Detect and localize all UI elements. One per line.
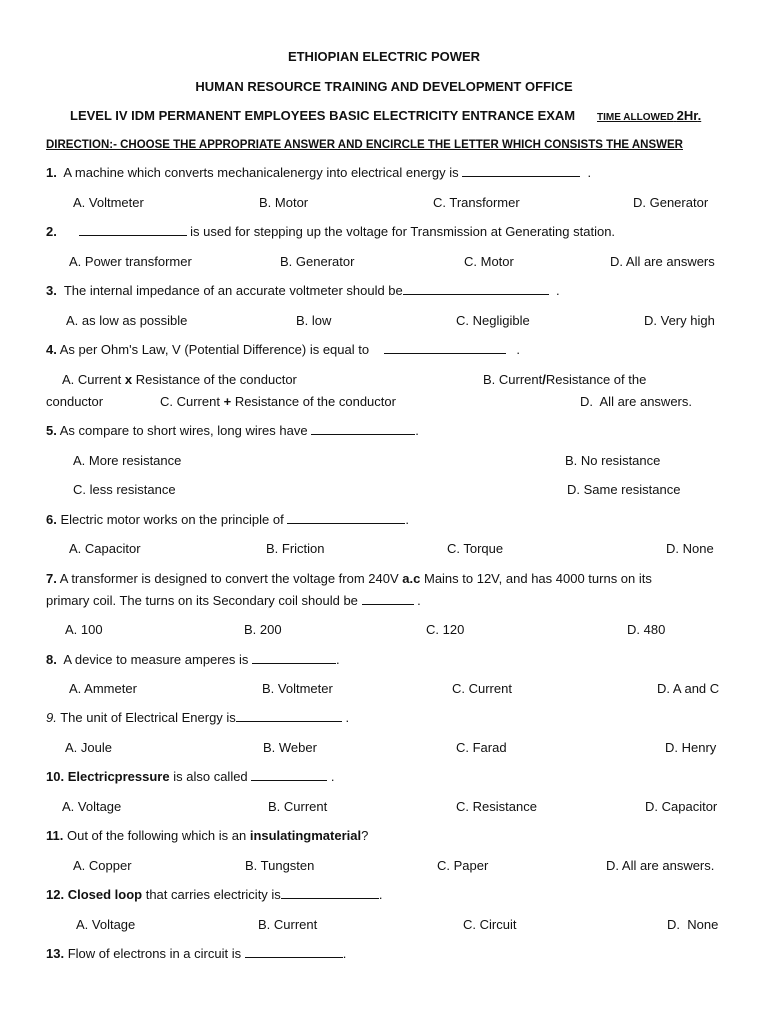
question-10: 10. Electricpressure is also called .	[46, 769, 335, 784]
exam-title: LEVEL IV IDM PERMANENT EMPLOYEES BASIC ELECTRICITY ENTRANCE EXAM	[70, 108, 576, 123]
q3-option-a[interactable]: A. as low as possible	[66, 313, 188, 328]
q3-option-b[interactable]: B. low	[296, 313, 332, 328]
q8-option-c[interactable]: C. Current	[452, 681, 512, 696]
q1-option-a[interactable]: A. Voltmeter	[73, 195, 144, 210]
q2-option-d[interactable]: D. All are answers	[610, 254, 715, 269]
q5-option-b[interactable]: B. No resistance	[565, 453, 661, 468]
question-9: 9. The unit of Electrical Energy is .	[46, 710, 350, 725]
q5-option-d[interactable]: D. Same resistance	[567, 482, 681, 497]
direction: DIRECTION:- CHOOSE THE APPROPRIATE ANSWER AND ENCIRCLE THE LETTER WHICH CONSISTS THE ANSWER	[46, 139, 683, 151]
q11-option-b[interactable]: B. Tungsten	[245, 858, 315, 873]
question-11: 11. Out of the following which is an insulatingmaterial?	[46, 828, 369, 843]
q6-option-d[interactable]: D. None	[666, 541, 714, 556]
q7-option-d[interactable]: D. 480	[627, 622, 666, 637]
org-title: ETHIOPIAN ELECTRIC POWER	[287, 49, 481, 64]
q3-option-d[interactable]: D. Very high	[644, 313, 715, 328]
q11-option-a[interactable]: A. Copper	[73, 858, 132, 873]
time-value: 2Hr	[676, 108, 698, 123]
q1-option-d[interactable]: D. Generator	[633, 195, 709, 210]
q4-option-b[interactable]: B. Current/Resistance of the	[483, 372, 647, 387]
question-7: 7. A transformer is designed to convert the voltage from 240V a.c Mains to 12V, and has 4000 turns on its	[46, 571, 652, 586]
q6-option-b[interactable]: B. Friction	[266, 541, 325, 556]
q11-option-d[interactable]: D. All are answers.	[606, 858, 715, 873]
q1-option-c[interactable]: C. Transformer	[433, 195, 520, 210]
q10-option-c[interactable]: C. Resistance	[456, 799, 537, 814]
q10-option-a[interactable]: A. Voltage	[62, 799, 122, 814]
question-5: 5. As compare to short wires, long wires have .	[46, 423, 419, 438]
q7-option-b[interactable]: B. 200	[244, 622, 282, 637]
question-13: 13. Flow of electrons in a circuit is .	[46, 946, 347, 961]
q9-option-d[interactable]: D. Henry	[665, 740, 717, 755]
q8-option-a[interactable]: A. Ammeter	[69, 681, 137, 696]
q11-option-c[interactable]: C. Paper	[437, 858, 489, 873]
q9-option-c[interactable]: C. Farad	[456, 740, 507, 755]
time-allowed: TIME ALLOWED 2Hr.	[597, 108, 702, 123]
q4-option-c[interactable]: C. Current + Resistance of the conductor	[160, 394, 396, 409]
q6-option-c[interactable]: C. Torque	[447, 541, 504, 556]
q8-option-b[interactable]: B. Voltmeter	[262, 681, 333, 696]
question-2: 2. is used for stepping up the voltage for Transmission at Generating station.	[46, 224, 616, 239]
q12-option-d[interactable]: D. None	[667, 917, 719, 932]
q4-option-d[interactable]: D. All are answers.	[580, 394, 692, 409]
q2-option-b[interactable]: B. Generator	[280, 254, 355, 269]
q10-option-b[interactable]: B. Current	[268, 799, 328, 814]
office-title: HUMAN RESOURCE TRAINING AND DEVELOPMENT OFFICE	[195, 79, 573, 94]
q7-option-a[interactable]: A. 100	[65, 622, 103, 637]
q5-option-a[interactable]: A. More resistance	[73, 453, 182, 468]
q2-option-a[interactable]: A. Power transformer	[69, 254, 192, 269]
time-label: TIME ALLOWED	[597, 112, 674, 123]
q4-option-a[interactable]: A. Current x Resistance of the conductor	[62, 372, 297, 387]
q2-option-c[interactable]: C. Motor	[464, 254, 514, 269]
q6-option-a[interactable]: A. Capacitor	[69, 541, 141, 556]
q12-option-c[interactable]: C. Circuit	[463, 917, 517, 932]
q10-option-d[interactable]: D. Capacitor	[645, 799, 718, 814]
question-12: 12. Closed loop that carries electricity is .	[46, 887, 383, 902]
q9-option-a[interactable]: A. Joule	[65, 740, 112, 755]
q7-option-c[interactable]: C. 120	[426, 622, 465, 637]
q3-option-c[interactable]: C. Negligible	[456, 313, 530, 328]
q9-option-b[interactable]: B. Weber	[263, 740, 317, 755]
question-4: 4. As per Ohm's Law, V (Potential Difference) is equal to .	[46, 342, 521, 357]
question-1: 1. A machine which converts mechanicalenergy into electrical energy is .	[46, 165, 592, 180]
question-7-cont: primary coil. The turns on its Secondary coil should be .	[46, 593, 421, 608]
question-8: 8. A device to measure amperes is .	[46, 652, 340, 667]
q1-option-b[interactable]: B. Motor	[259, 195, 309, 210]
question-3: 3. The internal impedance of an accurate voltmeter should be .	[46, 283, 560, 298]
q12-option-a[interactable]: A. Voltage	[76, 917, 136, 932]
q12-option-b[interactable]: B. Current	[258, 917, 318, 932]
question-6: 6. Electric motor works on the principle of .	[46, 512, 409, 527]
q4-option-b-cont[interactable]: conductor	[46, 394, 104, 409]
q5-option-c[interactable]: C. less resistance	[73, 482, 176, 497]
q8-option-d[interactable]: D. A and C	[657, 681, 720, 696]
